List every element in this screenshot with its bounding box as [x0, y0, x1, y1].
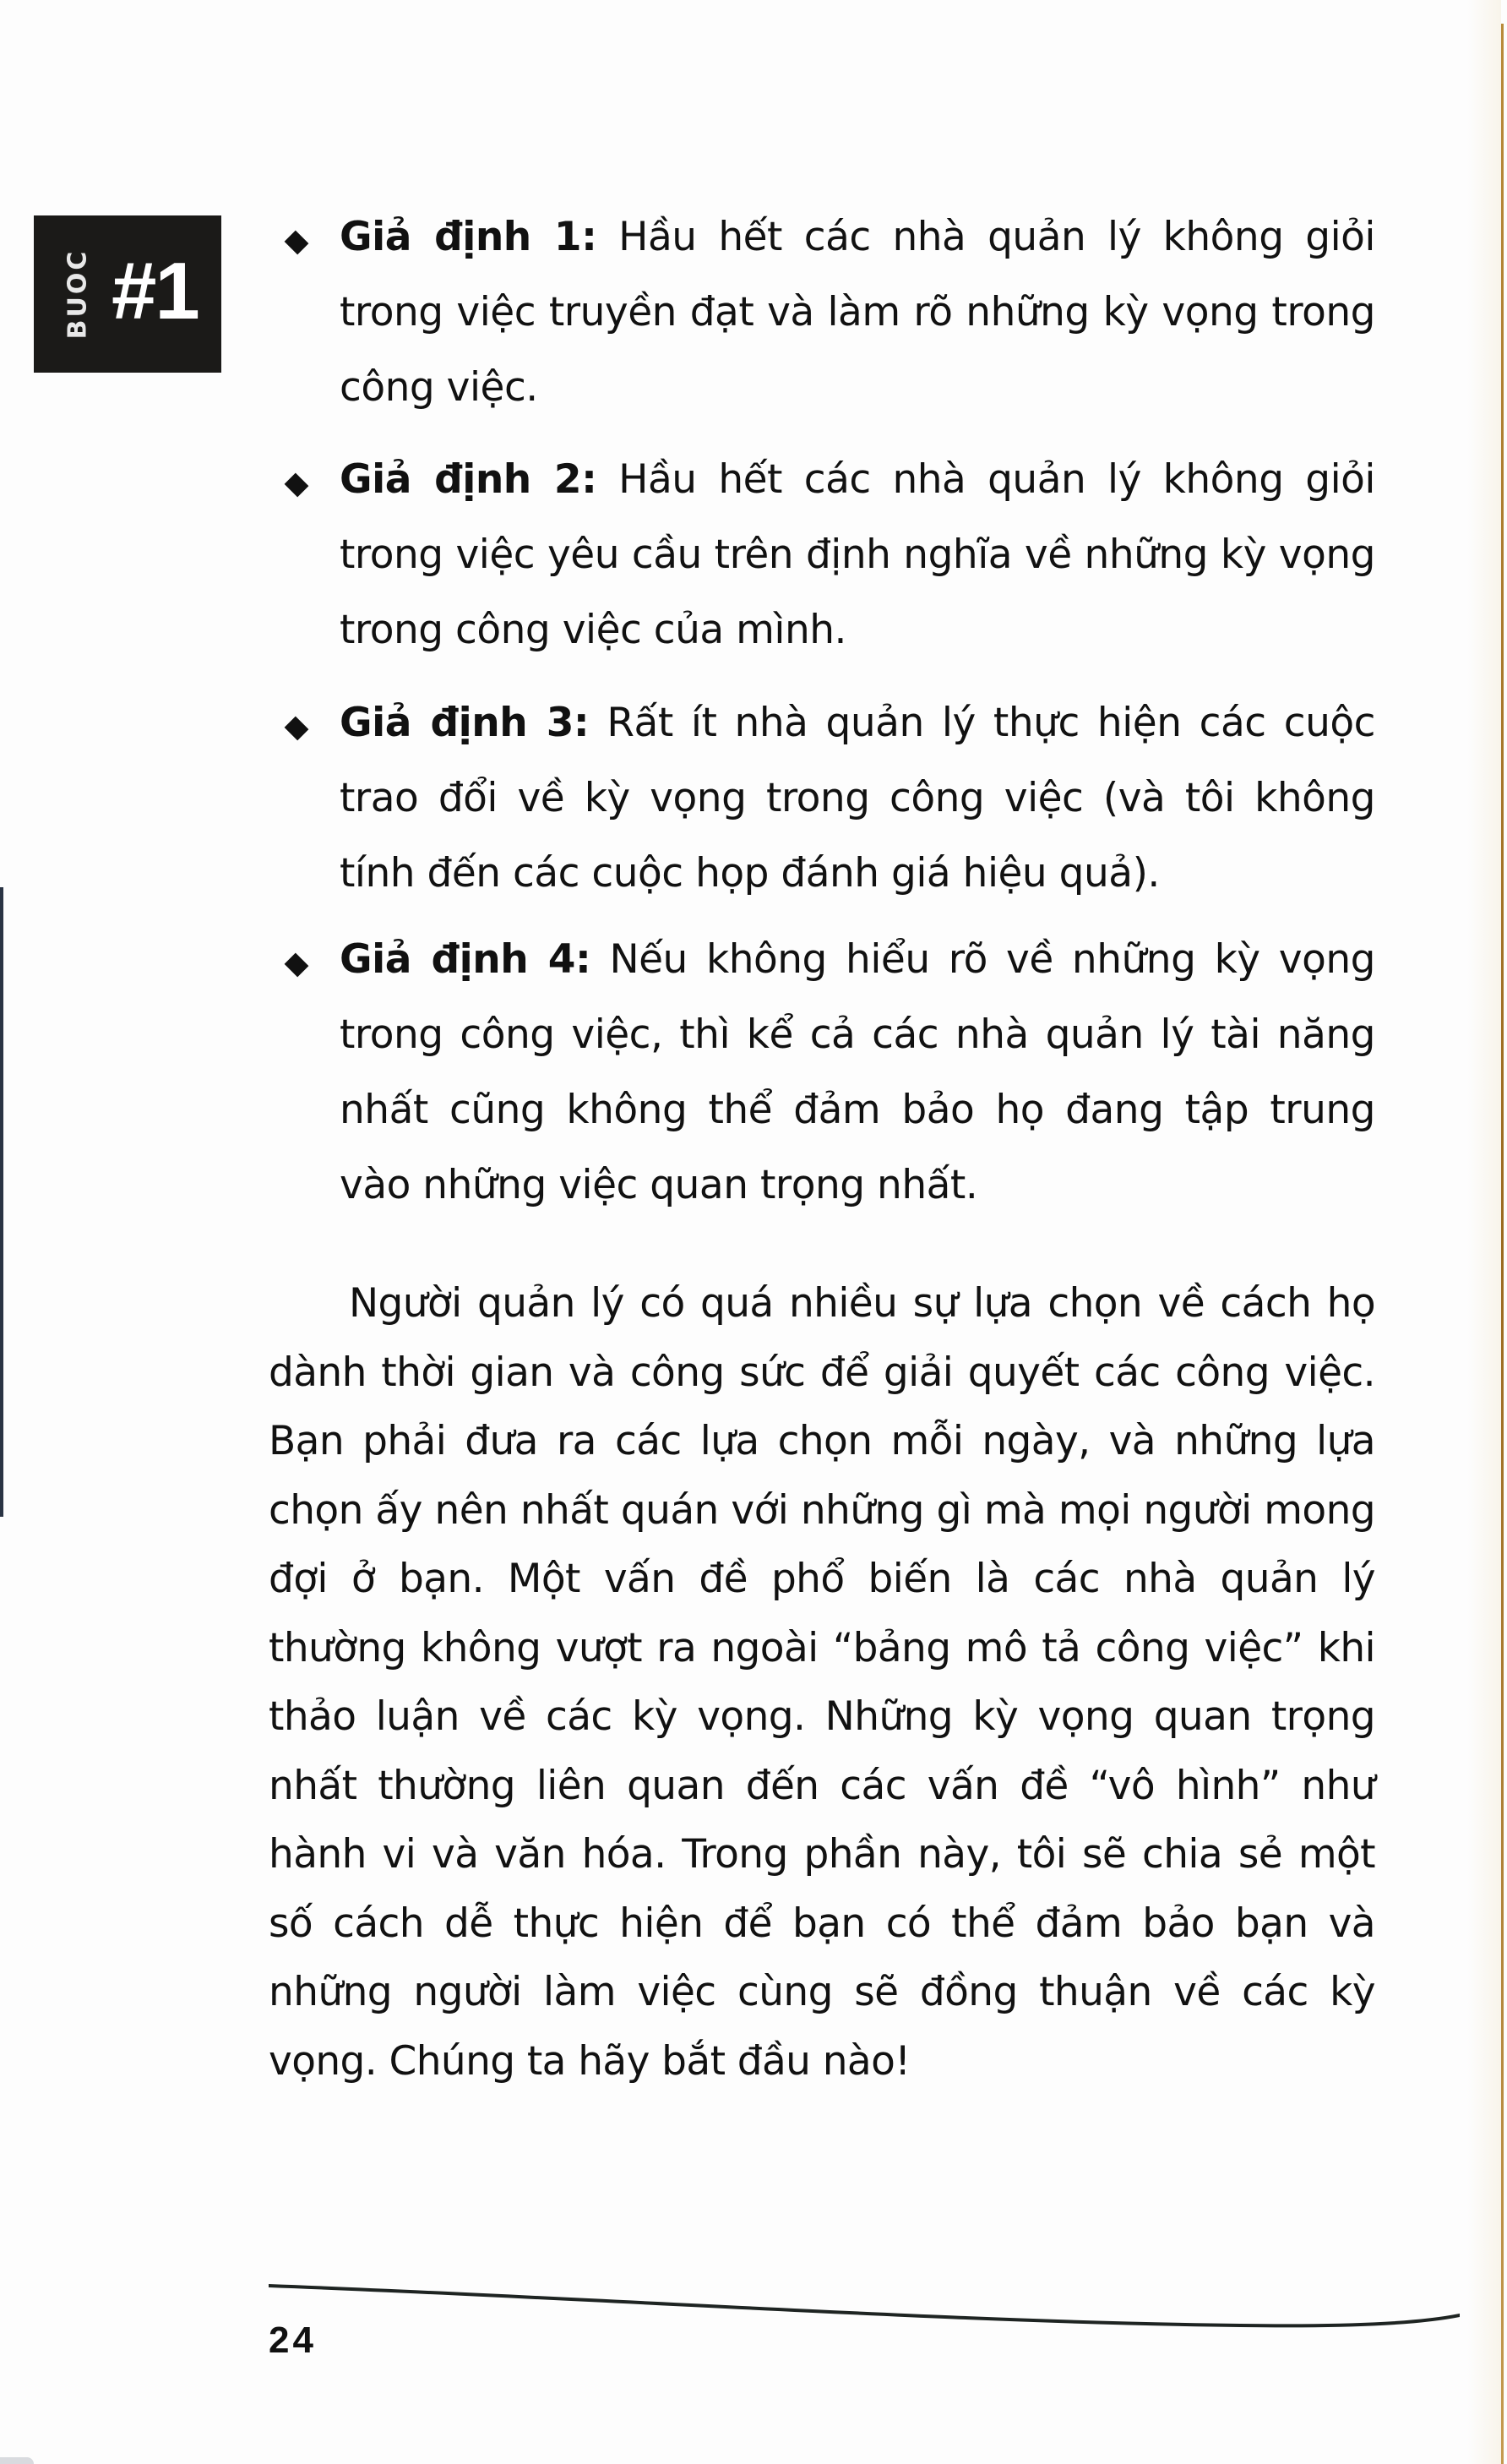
footer-rule	[269, 2281, 1460, 2341]
page-edge-shade	[1467, 0, 1501, 2464]
assumption-label: Giả định 4:	[340, 936, 591, 983]
page-left-edge	[0, 887, 3, 1517]
assumption-text	[340, 199, 1375, 425]
diamond-bullet-icon	[285, 717, 309, 741]
page-right-edge	[1501, 24, 1504, 2464]
assumption-body: Rất ít nhà quản lý thực hiện các cuộc trao đổi về kỳ vọng trong công việc (và tôi không tính đến các cuộc họp đánh giá hiệu quả).	[340, 700, 1375, 897]
step-label: BUOC	[63, 248, 93, 340]
assumption-body: Nếu không hiểu rõ về những kỳ vọng trong công việc, thì kể cả các nhà quản lý tài năng nhất cũng không thể đảm bảo họ đang tập trung vào những việc quan trọng nhất.	[340, 936, 1375, 1208]
assumption-text	[340, 922, 1375, 1223]
assumption-label: Giả định 3:	[340, 700, 590, 746]
diamond-bullet-icon	[285, 231, 309, 255]
scan-smudge	[0, 2457, 34, 2464]
assumption-label: Giả định 2:	[340, 456, 597, 503]
diamond-bullet-icon	[285, 953, 309, 978]
assumption-text	[340, 685, 1375, 911]
assumption-label: Giả định 1:	[340, 214, 597, 260]
page-number: 24	[269, 2320, 317, 2361]
body-paragraph: Người quản lý có quá nhiều sự lựa chọn về cách họ dành thời gian và công sức để giải quyết các công việc. Bạn phải đưa ra các lựa chọn mỗi ngày, và những lựa chọn ấy nên nhất quán với những gì mà mọi người mong đợi ở bạn. Một vấn đề phổ biến là các nhà quản lý thường không vượt ra ngoài “bảng mô tả công việc” khi thảo luận về các kỳ vọng. Những kỳ vọng quan trọng nhất thường liên quan đến các vấn đề “vô hình” như hành vi và văn hóa. Trong phần này, tôi sẽ chia sẻ một số cách dễ thực hiện để bạn có thể đảm bảo bạn và những người làm việc cùng sẽ đồng thuận về các kỳ vọng. Chúng ta hãy bắt đầu nào!	[269, 1280, 1375, 2085]
assumption-text	[340, 442, 1375, 668]
diamond-bullet-icon	[285, 473, 309, 498]
step-number: #1	[112, 246, 199, 336]
assumption-body: Hầu hết các nhà quản lý không giỏi trong việc yêu cầu trên định nghĩa về những kỳ vọng trong công việc của mình.	[340, 456, 1375, 653]
assumption-body: Hầu hết các nhà quản lý không giỏi trong việc truyền đạt và làm rõ những kỳ vọng trong công việc.	[340, 214, 1375, 411]
chapter-step-tab	[34, 215, 221, 373]
